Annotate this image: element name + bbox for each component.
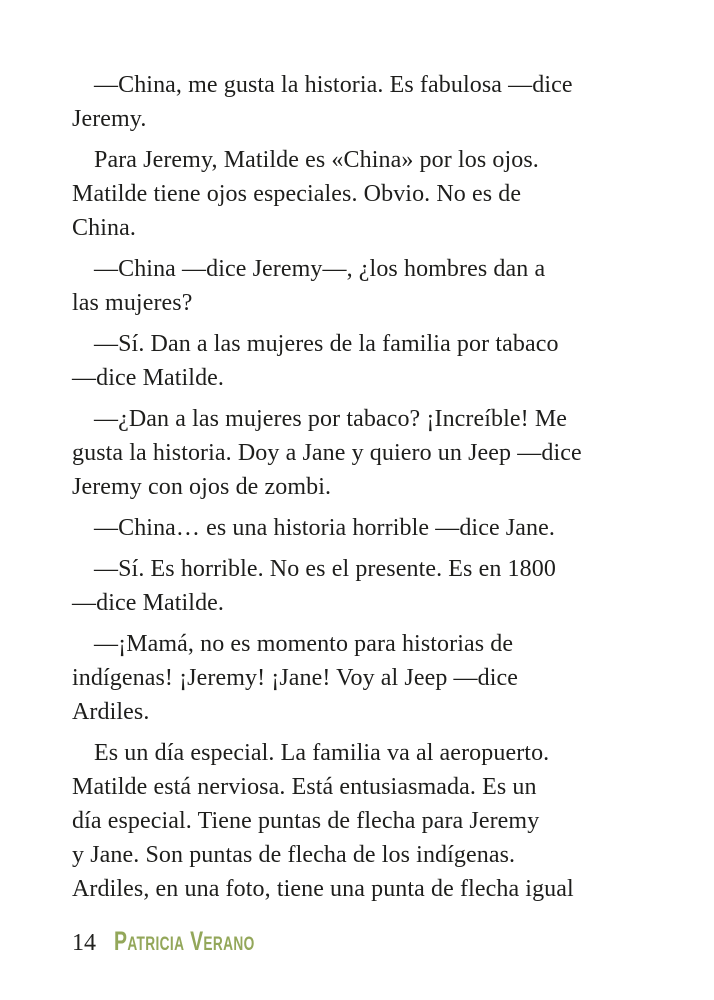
paragraph [72,143,674,245]
text-line: Jeremy con ojos de zombi. [72,474,332,500]
story-text [72,68,674,913]
page-number: 14 [72,930,96,956]
text-line: gusta la historia. Doy a Jane y quiero un Jeep —dice [72,440,582,466]
text-line: —dice Matilde. [72,365,225,391]
page-footer [72,928,309,957]
text-line: Matilde está nerviosa. Está entusiasmada. Es un [72,774,537,800]
paragraph [72,327,674,395]
paragraph [72,736,674,906]
text-line: Para Jeremy, Matilde es «China» por los ojos. [94,147,539,173]
author-name: Patricia Verano [114,926,255,956]
text-line: las mujeres? [72,290,193,316]
paragraph [72,552,674,620]
paragraph [72,402,674,504]
text-line: —China… es una historia horrible —dice Jane. [94,515,555,541]
text-line: Jeremy. [72,106,147,132]
text-line: —China, me gusta la historia. Es fabulosa —dice [94,72,573,98]
text-line: Ardiles. [72,699,150,725]
text-line: —Sí. Dan a las mujeres de la familia por tabaco [94,331,559,357]
paragraph [72,511,674,545]
text-line: Matilde tiene ojos especiales. Obvio. No es de [72,181,522,207]
text-line: China. [72,215,136,241]
text-line: día especial. Tiene puntas de flecha para Jeremy [72,808,540,834]
paragraph [72,68,674,136]
text-line: indígenas! ¡Jeremy! ¡Jane! Voy al Jeep —dice [72,665,519,691]
text-line: —¡Mamá, no es momento para historias de [94,631,514,657]
text-line: —¿Dan a las mujeres por tabaco? ¡Increíble! Me [94,406,568,432]
text-line: —Sí. Es horrible. No es el presente. Es en 1800 [94,556,556,582]
paragraph [72,252,674,320]
text-line: —China —dice Jeremy—, ¿los hombres dan a [94,256,546,282]
paragraph [72,627,674,729]
text-line: Es un día especial. La familia va al aeropuerto. [94,740,550,766]
text-line: —dice Matilde. [72,590,225,616]
text-line: Ardiles, en una foto, tiene una punta de flecha igual [72,876,574,902]
text-line: y Jane. Son puntas de flecha de los indígenas. [72,842,516,868]
